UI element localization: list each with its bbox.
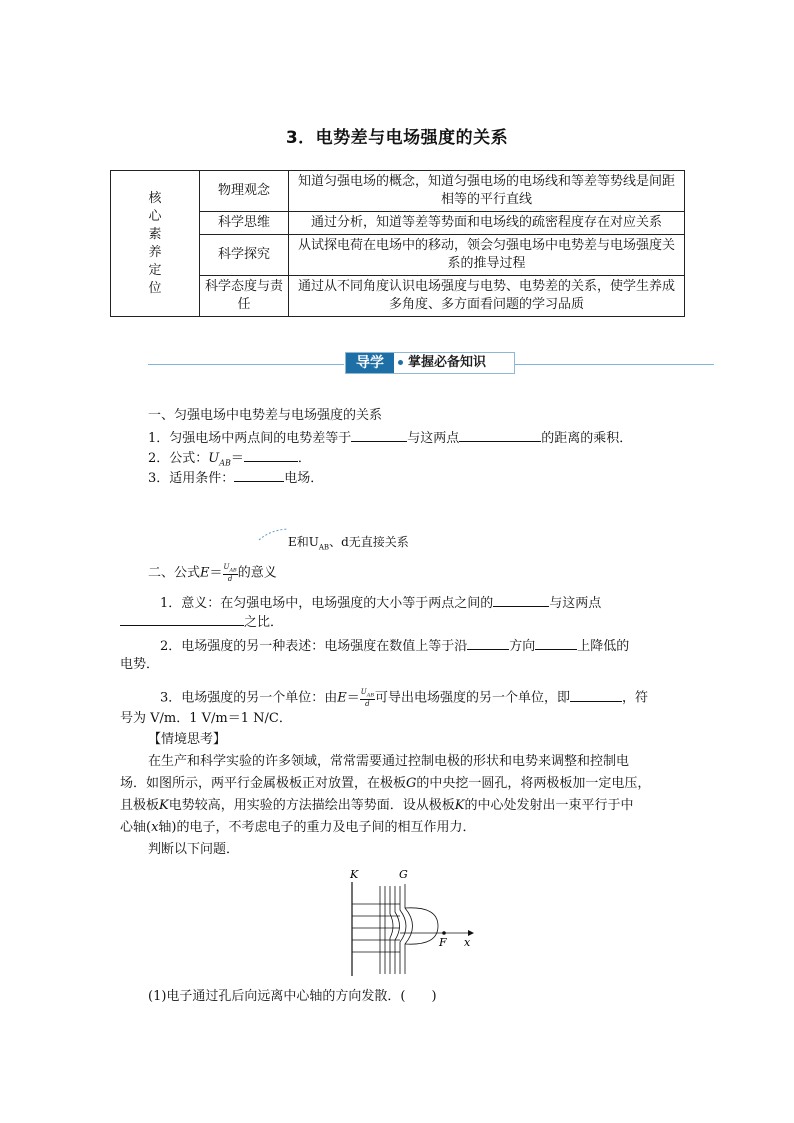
side-char: 位 [148, 280, 162, 296]
scenario-judge: 判断以下问题． [148, 842, 240, 857]
core-literacy-label [111, 171, 200, 317]
scenario-heading: 【情境思考】 [148, 732, 227, 747]
text: 的中央挖一圆孔，将两极板加一定电压， [416, 776, 651, 791]
text: 2．公式： [148, 451, 209, 466]
label-x: x [464, 936, 471, 949]
question-1: (1)电子通过孔后向远离中心轴的方向发散．( ) [148, 989, 437, 1004]
text: 方向 [509, 639, 536, 654]
text: ＝ [209, 565, 223, 581]
text: ＝ [346, 690, 360, 706]
text: 心轴( [120, 820, 152, 835]
category-cell: 科学思维 [200, 212, 289, 235]
var: E [200, 565, 210, 581]
subscript: AB [366, 692, 374, 699]
section2-item3 [160, 688, 648, 708]
text: 电场． [284, 471, 324, 486]
fill-blank [234, 469, 284, 482]
fill-blank [493, 594, 549, 607]
var: x [151, 820, 159, 835]
description-cell: 通过分析，知道等差等势面和电场线的疏密程度存在对应关系 [289, 212, 685, 235]
text: 3．电场强度的另一个单位：由 [160, 690, 338, 706]
category-cell: 物理观念 [200, 171, 289, 212]
section2-item1-cont [120, 613, 283, 632]
text: 、d无直接关系 [329, 535, 409, 549]
text: 的意义 [237, 565, 277, 581]
text: U [223, 563, 230, 571]
text: 1．匀强电场中两点间的电势差等于 [148, 431, 352, 446]
text: d [365, 700, 370, 709]
section1-item1 [148, 429, 632, 448]
side-char: 素 [148, 226, 162, 242]
subscript: AB [318, 543, 330, 552]
description-cell: 从试探电荷在电场中的移动，领会匀强电场中电势差与电场强度关系的推导过程 [289, 235, 685, 276]
var: K [159, 798, 169, 813]
text: E和U [288, 535, 319, 549]
text: 1．意义：在匀强电场中，电场强度的大小等于两点之间的 [160, 596, 494, 611]
text: 2．电场强度的另一种表述：电场强度在数值上等于沿 [160, 639, 468, 654]
text: 轴)的电子，不考虑电子的重力及电子间的相互作用力． [158, 820, 476, 835]
section-banner [345, 352, 515, 374]
side-char: 心 [148, 208, 162, 224]
description-cell: 知道匀强电场的概念，知道匀强电场的电场线和等差等势线是间距相等的平行直线 [289, 171, 685, 212]
section2-item2-cont: 电势． [120, 657, 160, 672]
fill-blank [467, 637, 509, 650]
section2-heading [148, 563, 277, 583]
side-char: 定 [148, 262, 162, 278]
subscript: AB [229, 567, 237, 574]
fill-blank [351, 429, 407, 442]
fill-blank [120, 613, 244, 626]
table-row [111, 171, 685, 212]
var: U [208, 451, 220, 466]
var: G [406, 776, 417, 791]
section2-item3-cont: 号为 V/m．1 V/m＝1 N/C． [120, 711, 292, 726]
bullet-icon [398, 360, 403, 365]
label-f: F [439, 936, 447, 949]
label-g: G [399, 868, 408, 881]
text: ． [297, 451, 311, 466]
scenario-para [120, 797, 633, 815]
text: 的距离的乘积． [541, 431, 633, 446]
formula-fraction [223, 563, 238, 583]
page-title: 3．电势差与电场强度的关系 [285, 128, 509, 148]
core-literacy-table [110, 170, 685, 317]
equipotential-lines [380, 884, 438, 974]
field-arrows [352, 904, 400, 952]
text: 与这两点 [549, 596, 602, 611]
text: ，符 [622, 690, 649, 706]
subscript: AB [219, 458, 231, 468]
text: 之比． [244, 615, 284, 630]
text: 的中心处发射出一束平行于中 [464, 798, 634, 813]
text: 上降低的 [577, 639, 630, 654]
text: 与这两点 [407, 431, 460, 446]
formula-fraction [360, 688, 375, 708]
text: ＝ [230, 451, 244, 466]
text: 可导出电场强度的另一个单位，即 [375, 690, 571, 706]
banner-badge: 导学 [346, 353, 394, 373]
section2-item1 [160, 594, 601, 613]
banner-rule-right [514, 364, 714, 365]
text: U [360, 688, 367, 696]
category-cell: 科学探究 [200, 235, 289, 276]
text: 二、公式 [148, 565, 201, 581]
label-k: K [350, 868, 359, 881]
text: d [227, 575, 233, 584]
banner-rule-left [148, 364, 344, 365]
var: K [454, 798, 465, 813]
text: 且极板 [120, 798, 160, 813]
section2-item2 [160, 637, 629, 656]
equipotential-figure [340, 866, 490, 980]
fill-blank [244, 449, 298, 462]
description-cell: 通过从不同角度认识电场强度与电势、电势差的关系，使学生养成多角度、多方面看问题的学习品质 [289, 276, 685, 317]
note-arc [258, 528, 290, 542]
margin-note [288, 533, 409, 556]
var: E [337, 690, 347, 706]
section1-heading: 一、匀强电场中电势差与电场强度的关系 [148, 408, 383, 423]
side-char: 养 [148, 244, 162, 260]
scenario-para [120, 775, 650, 793]
fill-blank [459, 429, 541, 442]
fill-blank [570, 689, 622, 702]
banner-text: 掌握必备知识 [408, 355, 487, 370]
text: 3．适用条件： [148, 471, 235, 486]
fill-blank [535, 637, 577, 650]
text: 场．如图所示，两平行金属极板正对放置，在极板 [120, 776, 407, 791]
focus-point [442, 931, 446, 935]
text: 电势较高，用实验的方法描绘出等势面．设从极板 [168, 798, 455, 813]
side-char: 核 [148, 190, 162, 206]
category-cell: 科学态度与责任 [200, 276, 289, 317]
section1-item3 [148, 469, 323, 488]
scenario-para [120, 819, 476, 837]
scenario-para: 在生产和科学实验的许多领域，常常需要通过控制电极的形状和电势来调整和控制电 [148, 754, 630, 769]
